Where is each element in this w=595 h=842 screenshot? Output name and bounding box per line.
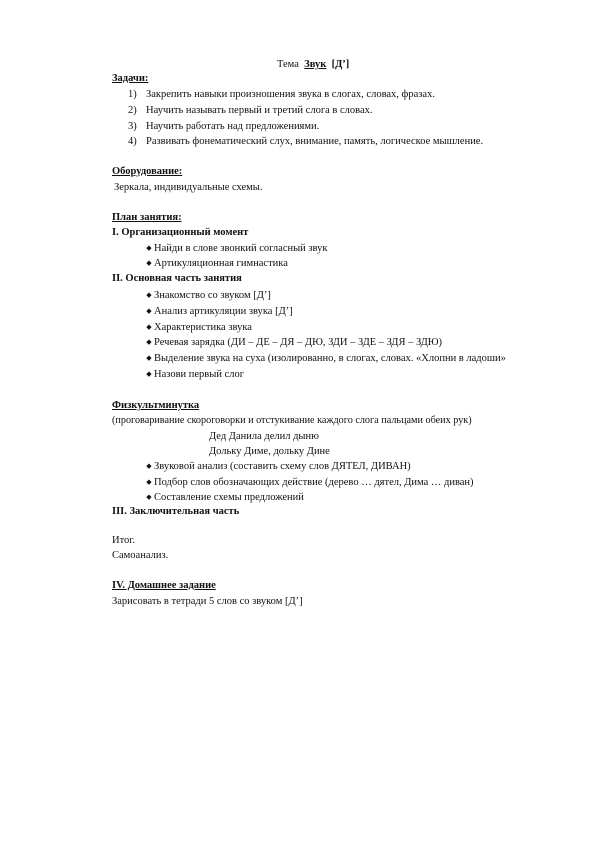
section2-heading: II. Основная часть занятия	[112, 273, 242, 284]
diamond-bullet-icon: ◆	[146, 323, 152, 331]
summary-line: Самоанализ.	[112, 550, 169, 561]
diamond-bullet-icon: ◆	[146, 370, 152, 378]
page-title	[277, 58, 349, 71]
diamond-bullet-icon: ◆	[146, 338, 152, 346]
list-item	[146, 476, 474, 489]
task-item	[128, 104, 373, 117]
diamond-bullet-icon: ◆	[146, 244, 152, 252]
task-text: Закрепить навыки произношения звука в слогах, словах, фразах.	[146, 89, 435, 100]
list-item	[146, 257, 288, 270]
title-prefix: Тема	[277, 59, 299, 70]
task-number: 4)	[128, 136, 137, 147]
diamond-bullet-icon: ◆	[146, 354, 152, 362]
title-sound: [Д’]	[331, 59, 350, 70]
list-item-text: Речевая зарядка (ДИ – ДЕ – ДЯ – ДЮ, ЗДИ – ЗДЕ – ЗДЯ – ЗДЮ)	[154, 337, 443, 348]
homework-text: Зарисовать в тетради 5 слов со звуком [Д’]	[112, 596, 303, 607]
task-text: Научить работать над предложениями.	[146, 121, 320, 132]
diamond-bullet-icon: ◆	[146, 259, 152, 267]
list-item	[146, 460, 411, 473]
list-item-text: Подбор слов обозначающих действие (дерево … дятел, Дима … диван)	[154, 477, 474, 488]
tasks-heading: Задачи:	[112, 73, 149, 84]
task-item	[128, 135, 483, 148]
summary-line: Итог.	[112, 535, 136, 546]
list-item-text: Выделение звука на суха (изолированно, в слогах, словах. «Хлопни в ладоши»	[154, 353, 506, 364]
fizminutka-heading: Физкультминутка	[112, 400, 200, 411]
plan-heading: План занятия:	[112, 212, 182, 223]
list-item	[146, 305, 293, 318]
list-item	[146, 368, 244, 381]
list-item	[146, 242, 328, 255]
task-number: 3)	[128, 121, 137, 132]
section1-heading: I. Организационный момент	[112, 227, 249, 238]
task-number: 1)	[128, 89, 137, 100]
diamond-bullet-icon: ◆	[146, 493, 152, 501]
list-item-text: Артикуляционная гимнастика	[154, 258, 288, 269]
homework-heading: IV. Домашнее задание	[112, 580, 216, 591]
task-text: Развивать фонематический слух, внимание, память, логическое мышление.	[146, 136, 484, 147]
diamond-bullet-icon: ◆	[146, 307, 152, 315]
diamond-bullet-icon: ◆	[146, 291, 152, 299]
list-item-text: Анализ артикуляции звука [Д’]	[154, 306, 293, 317]
fizminutka-description: (проговаривание скороговорки и отстукивание каждого слога пальцами обеих рук)	[112, 415, 472, 426]
list-item	[146, 321, 252, 334]
diamond-bullet-icon: ◆	[146, 462, 152, 470]
equipment-heading: Оборудование:	[112, 166, 183, 177]
verse-line: Дольку Диме, дольку Дине	[209, 446, 330, 457]
title-word: Звук	[304, 59, 327, 70]
diamond-bullet-icon: ◆	[146, 478, 152, 486]
equipment-text: Зеркала, индивидуальные схемы.	[114, 182, 263, 193]
section3-heading: III. Заключительная часть	[112, 506, 240, 517]
list-item	[146, 352, 506, 365]
list-item-text: Знакомство со звуком [Д’]	[154, 290, 271, 301]
task-item	[128, 88, 435, 101]
list-item-text: Назови первый слог	[154, 369, 245, 380]
list-item-text: Найди в слове звонкий согласный звук	[154, 243, 328, 254]
list-item-text: Характеристика звука	[154, 322, 252, 333]
list-item	[146, 491, 304, 504]
task-text: Научить называть первый и третий слога в словах.	[146, 105, 373, 116]
list-item-text: Составление схемы предложений	[154, 492, 304, 503]
list-item	[146, 336, 442, 349]
list-item	[146, 289, 271, 302]
list-item-text: Звуковой анализ (составить схему слов ДЯТЕЛ, ДИВАН)	[154, 461, 411, 472]
verse-line: Дед Данила делил дыню	[209, 431, 319, 442]
task-number: 2)	[128, 105, 137, 116]
task-item	[128, 120, 319, 133]
